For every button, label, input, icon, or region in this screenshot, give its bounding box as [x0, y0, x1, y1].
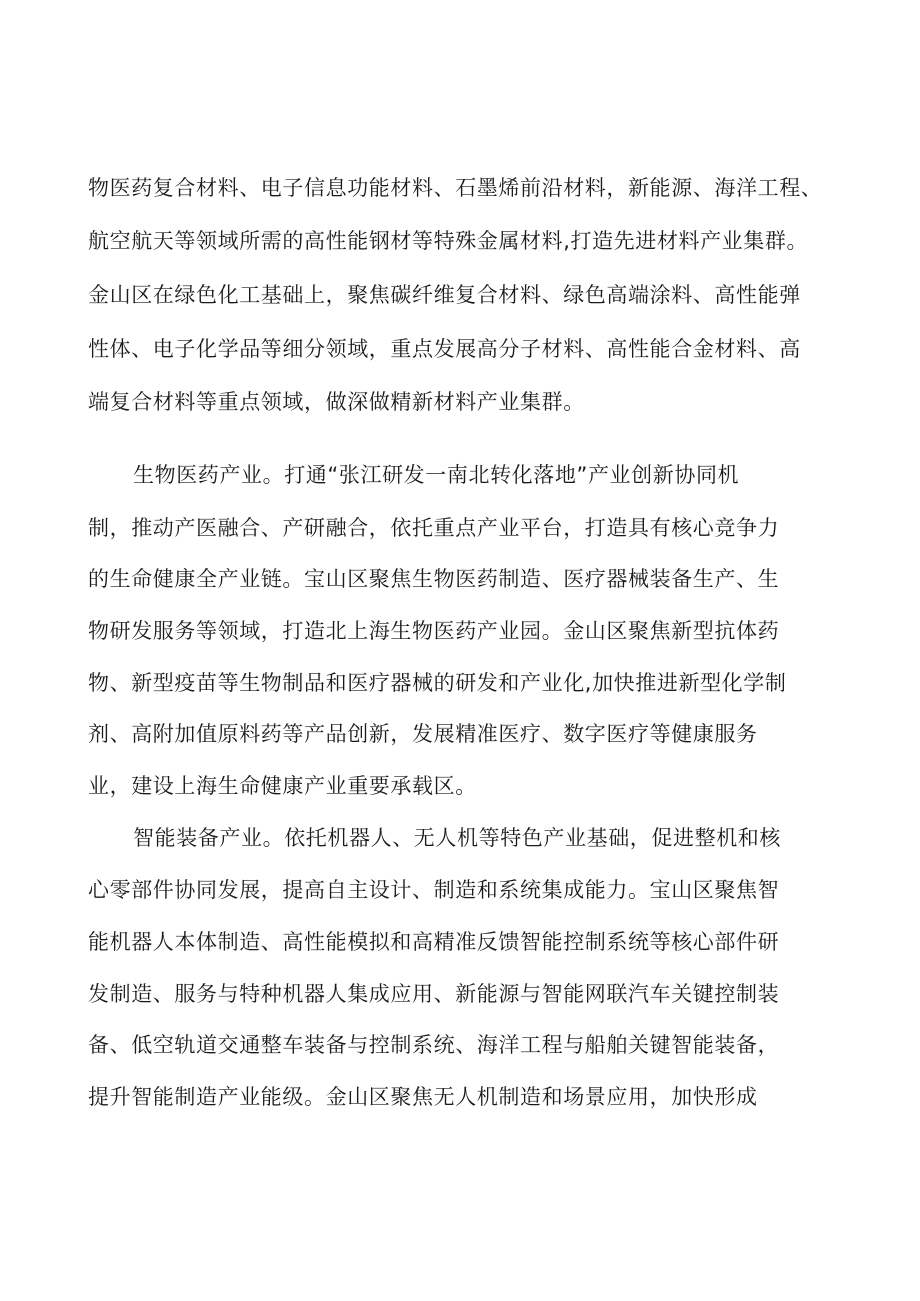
paragraph-line: 心零部件协同发展，提高自主设计、制造和系统集成能力。宝山区聚焦智 [88, 878, 780, 902]
paragraph-line: 物、新型疫苗等生物制品和医疗器械的研发和产业化,加快推进新型化学制 [88, 671, 787, 695]
paragraph-line: 提升智能制造产业能级。金山区聚焦无人机制造和场景应用，加快形成 [88, 1085, 758, 1109]
paragraph-line: 业，建设上海生命健康产业重要承载区。 [88, 774, 477, 798]
paragraph-line: 智能装备产业。依托机器人、无人机等特色产业基础，促进整机和核 [133, 826, 781, 850]
paragraph-line: 金山区在绿色化工基础上，聚焦碳纤维复合材料、绿色高端涂料、高性能弹 [88, 283, 801, 307]
paragraph-line: 性体、电子化学品等细分领域，重点发展高分子材料、高性能合金材料、高 [88, 337, 801, 361]
paragraph-line: 航空航天等领域所需的高性能钢材等特殊金属材料,打造先进材料产业集群。 [88, 229, 809, 253]
paragraph-line: 生物医药产业。打通“张江研发一南北转化落地”产业创新协同机 [133, 463, 740, 487]
paragraph-line: 能机器人本体制造、高性能模拟和高精准反馈智能控制系统等核心部件研 [88, 930, 780, 954]
paragraph-line: 备、低空轨道交通整车装备与控制系统、海洋工程与船舶关键智能装备， [88, 1033, 780, 1057]
paragraph-line: 物医药复合材料、电子信息功能材料、石墨烯前沿材料，新能源、海洋工程、 [88, 176, 823, 200]
paragraph-line: 制，推动产医融合、产研融合，依托重点产业平台，打造具有核心竞争力 [88, 516, 780, 540]
paragraph-line: 发制造、服务与特种机器人集成应用、新能源与智能网联汽车关键控制装 [88, 982, 780, 1006]
paragraph-line: 剂、高附加值原料药等产品创新，发展精准医疗、数字医疗等健康服务 [88, 722, 758, 746]
paragraph-line: 的生命健康全产业链。宝山区聚焦生物医药制造、医疗器械装备生产、生 [88, 567, 780, 591]
paragraph-line: 物研发服务等领域，打造北上海生物医药产业园。金山区聚焦新型抗体药 [88, 619, 780, 643]
paragraph-line: 端复合材料等重点领域，做深做精新材料产业集群。 [88, 390, 585, 414]
